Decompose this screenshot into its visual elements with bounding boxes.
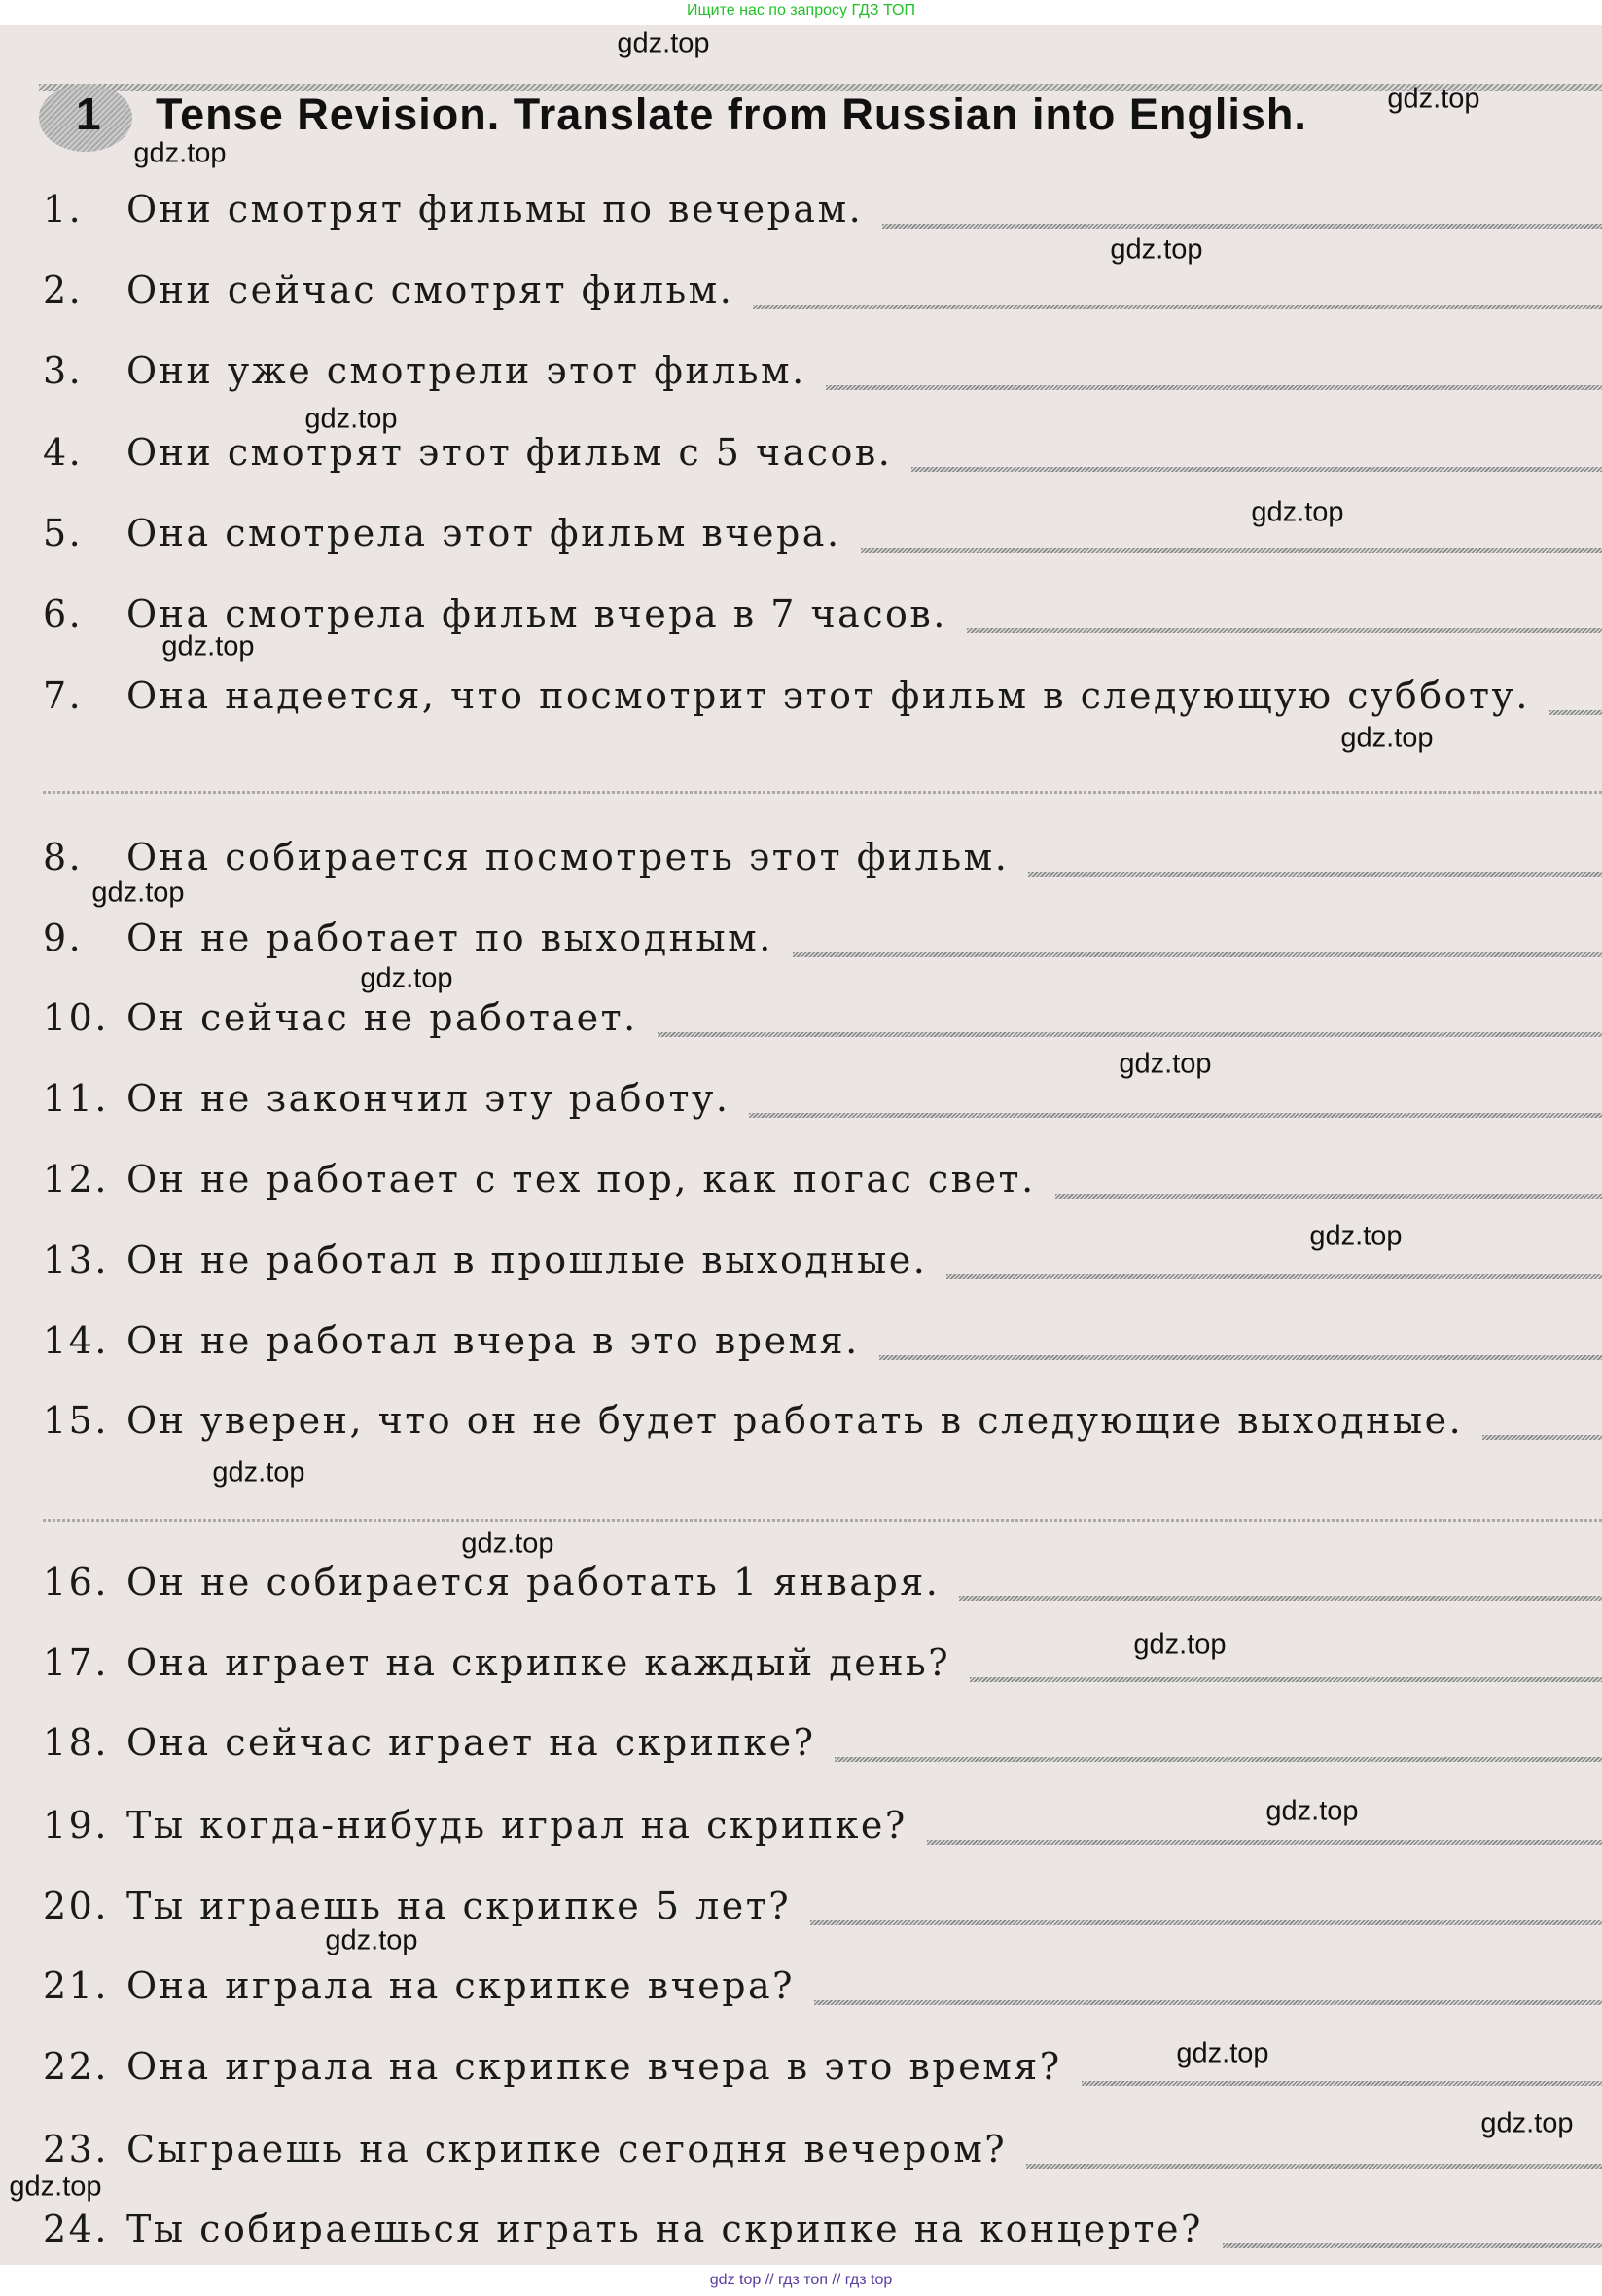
item-text: Она смотрела этот фильм вчера. [126, 512, 841, 555]
exercise-item [43, 1391, 1602, 1450]
answer-line[interactable] [959, 1596, 1602, 1601]
item-text: Она играет на скрипке каждый день? [126, 1641, 951, 1684]
item-text: Они уже смотрели этот фильм. [126, 349, 806, 392]
item-text: Она надеется, что посмотрит этот фильм в следующую субботу. [126, 674, 1530, 717]
watermark: gdz.top [133, 137, 227, 169]
watermark: gdz.top [1119, 1048, 1212, 1080]
answer-line[interactable] [835, 1757, 1602, 1762]
item-number: 9. [43, 916, 84, 959]
exercise-item [43, 2037, 1602, 2096]
exercise-item [43, 1553, 1602, 1611]
watermark: gdz.top [1387, 83, 1480, 115]
item-text: Ты когда-нибудь играл на скрипке? [126, 1804, 908, 1847]
item-number: 14. [43, 1319, 109, 1362]
exercise-item [43, 1150, 1602, 1208]
exercise-title: Tense Revision. Translate from Russian into English. [156, 90, 1307, 139]
item-text: Он не работал вчера в это время. [126, 1319, 860, 1362]
watermark: gdz.top [161, 630, 255, 663]
answer-line[interactable] [814, 2000, 1602, 2005]
item-text: Сыграешь на скрипке сегодня вечером? [126, 2128, 1008, 2170]
answer-line[interactable] [967, 628, 1602, 633]
watermark: gdz.top [1265, 1795, 1359, 1827]
item-number: 10. [43, 996, 109, 1039]
answer-line[interactable] [970, 1677, 1602, 1682]
watermark: gdz.top [9, 2170, 102, 2203]
exercise-number: 1 [76, 89, 101, 139]
exercise-item [43, 423, 1602, 482]
bottom-banner[interactable]: gdz top // гдз топ // гдз top [709, 2272, 893, 2288]
answer-line[interactable] [810, 1920, 1602, 1925]
item-text: Она играла на скрипке вчера? [126, 1964, 796, 2007]
item-text: Он не собирается работать 1 января. [126, 1561, 941, 1603]
watermark: gdz.top [1340, 722, 1434, 754]
item-number: 23. [43, 2128, 109, 2170]
item-text: Он уверен, что он не будет работать в следующие выходные. [126, 1399, 1464, 1442]
item-number: 22. [43, 2045, 109, 2088]
item-text: Она играла на скрипке вчера в это время? [126, 2045, 1062, 2088]
watermark: gdz.top [1251, 496, 1344, 528]
answer-line[interactable] [927, 1840, 1602, 1845]
item-number: 3. [43, 349, 84, 392]
item-number: 15. [43, 1399, 109, 1442]
watermark: gdz.top [1309, 1220, 1403, 1252]
top-banner[interactable]: Ищите нас по запросу ГДЗ ТОП [687, 2, 915, 18]
exercise-item [43, 1069, 1602, 1128]
section-divider [43, 791, 1602, 794]
answer-line[interactable] [658, 1032, 1602, 1037]
watermark: gdz.top [1176, 2037, 1269, 2069]
item-number: 17. [43, 1641, 109, 1684]
exercise-item [43, 504, 1602, 562]
answer-line[interactable] [1026, 2164, 1602, 2169]
item-number: 4. [43, 431, 84, 474]
exercise-item [43, 988, 1602, 1047]
item-text: Она собирается посмотреть этот фильм. [126, 836, 1010, 879]
answer-line[interactable] [1549, 710, 1602, 715]
answer-line[interactable] [1028, 872, 1602, 877]
exercise-item [43, 1713, 1602, 1772]
item-text: Они сейчас смотрят фильм. [126, 269, 734, 311]
item-number: 11. [43, 1077, 109, 1120]
exercise-item [43, 180, 1602, 238]
answer-line[interactable] [882, 224, 1602, 229]
section-divider [43, 1519, 1602, 1522]
answer-line[interactable] [793, 952, 1602, 957]
item-text: Она сейчас играет на скрипке? [126, 1721, 816, 1764]
exercise-item [43, 1956, 1602, 2015]
exercise-number-badge [39, 84, 132, 152]
item-text: Он сейчас не работает. [126, 996, 638, 1039]
item-text: Они смотрят фильмы по вечерам. [126, 188, 864, 231]
exercise-item [43, 1311, 1602, 1370]
exercise-item [43, 341, 1602, 400]
answer-line[interactable] [1223, 2243, 1602, 2248]
exercise-item [43, 2200, 1602, 2258]
watermark: gdz.top [212, 1456, 305, 1489]
item-text: Ты собираешься играть на скрипке на концерте? [126, 2207, 1203, 2250]
item-number: 1. [43, 188, 84, 231]
item-text: Он не работает по выходным. [126, 916, 773, 959]
watermark: gdz.top [91, 877, 185, 909]
watermark: gdz.top [360, 962, 453, 994]
answer-line[interactable] [1082, 2081, 1602, 2086]
watermark: gdz.top [1110, 233, 1203, 266]
item-number: 6. [43, 592, 84, 635]
watermark: gdz.top [461, 1527, 554, 1560]
item-number: 13. [43, 1238, 109, 1281]
item-number: 24. [43, 2207, 109, 2250]
answer-line[interactable] [879, 1355, 1602, 1360]
watermark: gdz.top [1133, 1629, 1227, 1661]
exercise-item [43, 261, 1602, 319]
exercise-item [43, 585, 1602, 643]
answer-line[interactable] [826, 385, 1602, 390]
exercise-item [43, 1877, 1602, 1935]
exercise-item [43, 2120, 1602, 2178]
watermark: gdz.top [1480, 2107, 1574, 2139]
exercise-item [43, 1633, 1602, 1692]
item-number: 5. [43, 512, 84, 555]
watermark: gdz.top [617, 27, 710, 59]
watermark: gdz.top [304, 403, 398, 435]
item-number: 16. [43, 1561, 109, 1603]
answer-line[interactable] [753, 305, 1602, 309]
answer-line[interactable] [749, 1113, 1602, 1118]
answer-line[interactable] [946, 1274, 1602, 1279]
item-text: Он не закончил эту работу. [126, 1077, 730, 1120]
item-number: 8. [43, 836, 84, 879]
item-text: Они смотрят этот фильм с 5 часов. [126, 431, 893, 474]
item-number: 18. [43, 1721, 109, 1764]
item-number: 7. [43, 674, 84, 717]
item-number: 21. [43, 1964, 109, 2007]
answer-line[interactable] [1055, 1194, 1602, 1199]
workbook-page [0, 25, 1602, 2265]
answer-line[interactable] [1482, 1435, 1602, 1440]
exercise-item [43, 909, 1602, 967]
item-text: Он не работал в прошлые выходные. [126, 1238, 928, 1281]
exercise-item [43, 1796, 1602, 1854]
exercise-item [43, 666, 1602, 725]
item-text: Он не работает с тех пор, как погас свет. [126, 1158, 1036, 1201]
answer-line[interactable] [861, 548, 1602, 553]
exercise-item [43, 828, 1602, 886]
item-number: 19. [43, 1804, 109, 1847]
item-number: 20. [43, 1884, 109, 1927]
watermark: gdz.top [325, 1924, 418, 1956]
item-text: Она смотрела фильм вчера в 7 часов. [126, 592, 947, 635]
item-number: 2. [43, 269, 84, 311]
answer-line[interactable] [911, 467, 1602, 472]
item-text: Ты играешь на скрипке 5 лет? [126, 1884, 792, 1927]
item-number: 12. [43, 1158, 109, 1201]
